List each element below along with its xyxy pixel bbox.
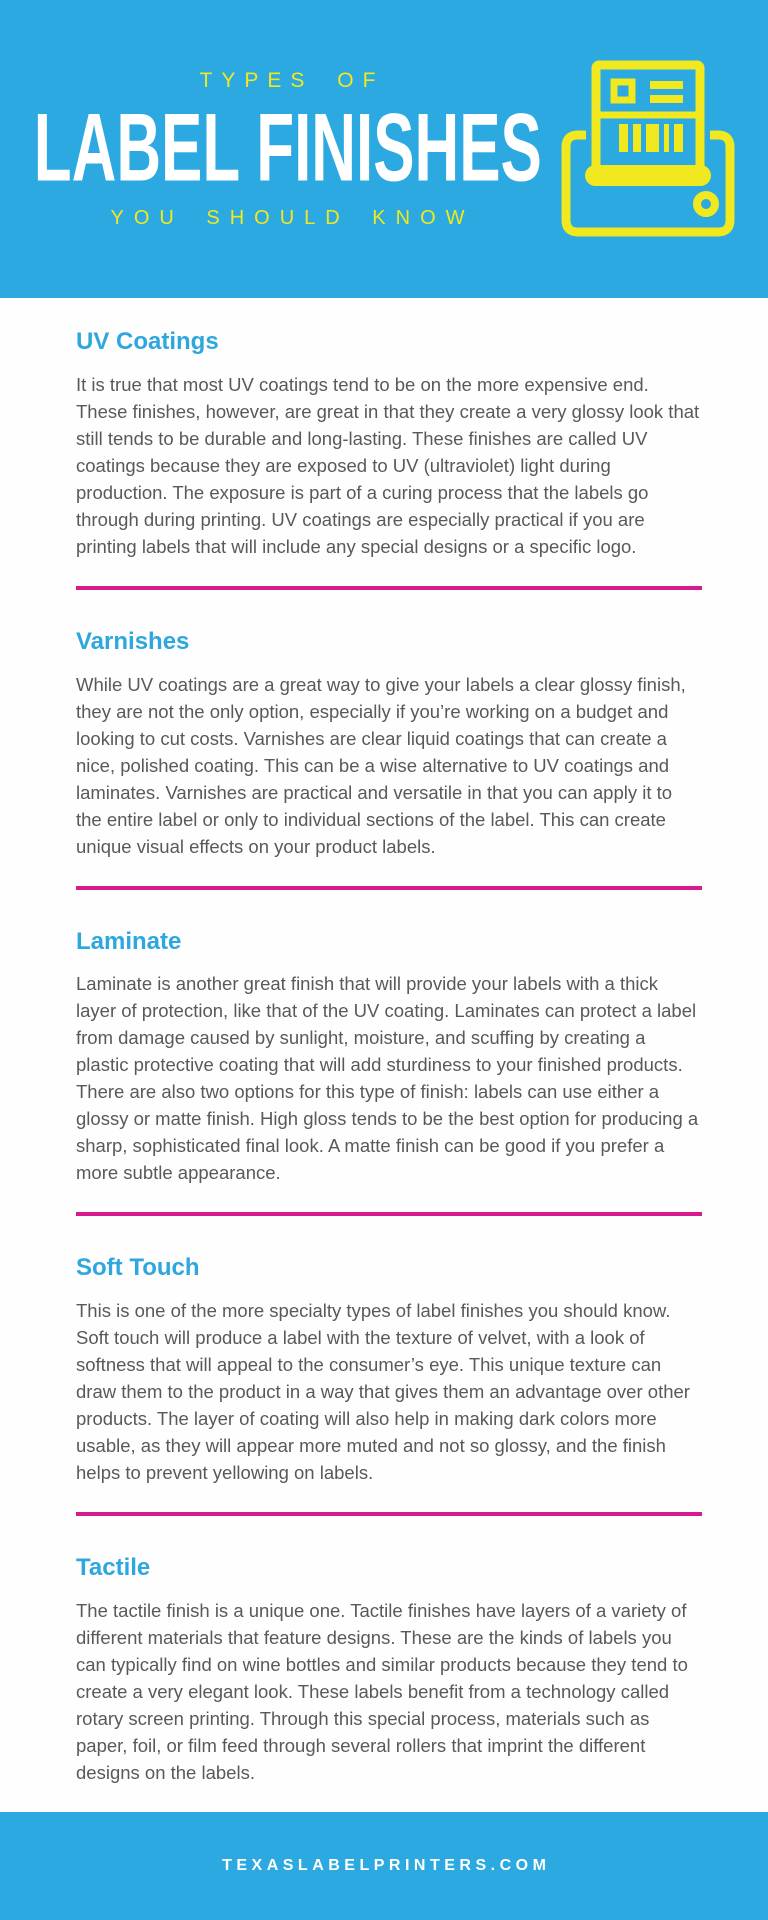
section-soft-touch bbox=[76, 1254, 702, 1516]
label-printer-icon bbox=[548, 52, 748, 247]
section-body: The tactile finish is a unique one. Tactile finishes have layers of a variety of different materials that feature designs. These are the kinds of labels you can typically find on wine bottles and similar products because they tend to create a very elegant look. These labels benefit from a technology called rotary screen printing. Through this special process, materials such as paper, foil, or film feed through several rollers that imprint the different designs on the labels. bbox=[76, 1599, 688, 1783]
section-heading: Varnishes bbox=[76, 627, 190, 655]
section-heading: Tactile bbox=[76, 1554, 151, 1582]
section-uv-coatings bbox=[76, 328, 702, 590]
header-kicker: TYPES OF bbox=[199, 68, 385, 92]
section-body: It is true that most UV coatings tend to be on the more expensive end. These finishes, however, are great in that they create a very glossy look that still tends to be durable and long-lasting. These finishes are called UV coatings because they are exposed to UV (ultraviolet) light during production. The exposure is part of a curing process that the labels go through during printing. UV coatings are especially practical if you are printing labels that will include any special designs or a specific logo. bbox=[76, 373, 700, 557]
section-tactile bbox=[76, 1554, 702, 1786]
section-varnishes bbox=[76, 628, 702, 890]
section-divider bbox=[76, 1212, 702, 1216]
section-body: This is one of the more specialty types of label finishes you should know. Soft touch will produce a label with the texture of velvet, with a look of softness that will appeal to the consumer’s eye. This unique texture can draw them to the product in a way that gives them an advantage over other products. The layer of coating will also help in making dark colors more usable, as they will appear more muted and not so glossy, and the finish helps to prevent yellowing on labels. bbox=[76, 1300, 690, 1484]
section-body: Laminate is another great finish that will provide your labels with a thick layer of protection, like that of the UV coating. Laminates can protect a label from damage caused by sunlight, moisture, and scuffing by creating a plastic protective coating that will add sturdiness to your finished products. There are also two options for this type of finish: labels can use either a glossy or matte finish. High gloss tends to be the best option for producing a sharp, sophisticated final look. A matte finish can be good if you prefer a more subtle appearance. bbox=[76, 973, 699, 1184]
section-laminate bbox=[76, 928, 702, 1217]
section-heading: UV Coatings bbox=[76, 328, 219, 355]
header-banner bbox=[0, 0, 768, 298]
content-area bbox=[0, 298, 768, 1812]
section-heading: Soft Touch bbox=[76, 1254, 200, 1282]
section-body: While UV coatings are a great way to give your labels a clear glossy finish, they are not the only option, especially if you’re working on a budget and looking to cut costs. Varnishes are clear liquid coatings that can create a nice, polished coating. This can be a wise alternative to UV coatings and laminates. Varnishes are practical and versatile in that you can apply it to the entire label or only to individual sections of the label. This can create unique visual effects on your product labels. bbox=[76, 673, 686, 857]
header-subtitle: YOU SHOULD KNOW bbox=[110, 206, 475, 229]
section-divider bbox=[76, 586, 702, 590]
section-divider bbox=[76, 1512, 702, 1516]
page-title: LABEL FINISHES bbox=[33, 93, 542, 202]
section-heading: Laminate bbox=[76, 927, 182, 955]
header-text-block bbox=[0, 69, 575, 230]
footer-banner bbox=[0, 1812, 768, 1920]
section-divider bbox=[76, 886, 702, 890]
page-title-wrap bbox=[0, 93, 640, 202]
site-url: TEXASLABELPRINTERS.COM bbox=[222, 1857, 551, 1874]
